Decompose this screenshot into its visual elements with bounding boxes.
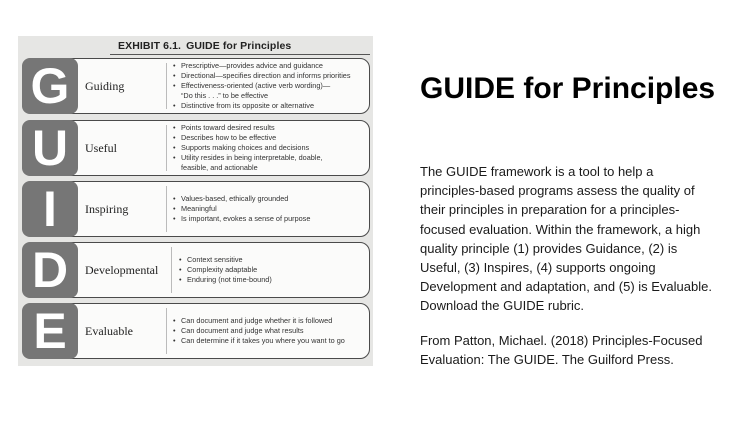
exhibit-figure <box>18 36 373 366</box>
guide-letter: D <box>22 242 78 298</box>
bullet-item-continued: feasible, and actionable <box>181 163 258 172</box>
guide-word: Guiding <box>85 78 125 93</box>
guide-bullets <box>173 59 363 113</box>
bullet-item: • Enduring (not time-bound) <box>179 275 363 285</box>
bullet-item: • Is important, evokes a sense of purpose <box>173 214 363 224</box>
exhibit-title <box>118 40 291 52</box>
exhibit-title-text: GUIDE for Principles <box>186 40 292 52</box>
guide-word: Inspiring <box>85 201 129 216</box>
page-title: GUIDE for Principles <box>420 72 716 105</box>
guide-letter: I <box>22 181 78 237</box>
description-text: The GUIDE framework is a tool to help a principles-based programs assess the quality of their principles in preparation for a principles-focused evaluation. Within the framework, a high quality principle (1) provides Guidance, (2) is Useful, (3) Inspires, (4) supports ongoing Development and adaptation, and (5) is Evaluable. <box>420 164 712 295</box>
guide-row-developmental <box>22 242 370 298</box>
guide-bullets <box>173 182 363 236</box>
bullet-item: • Utility resides in being interpretable, doable, <box>173 153 363 163</box>
bullet-item: • Directional—specifies direction and informs priorities <box>173 71 363 81</box>
guide-row-evaluable <box>22 303 370 359</box>
citation-text: From Patton, Michael. (2018) Principles-Focused Evaluation: The GUIDE. The Guilford Press. <box>420 333 703 368</box>
bullet-item: • Can determine if it takes you where you want to go <box>173 336 363 346</box>
bullet-item: • Supports making choices and decisions <box>173 143 363 153</box>
guide-row-useful <box>22 120 370 176</box>
row-divider <box>166 186 167 232</box>
row-divider <box>166 308 167 354</box>
guide-bullets <box>173 304 363 358</box>
bullet-item: • Can document and judge what results <box>173 326 363 336</box>
guide-row-inspiring <box>22 181 370 237</box>
bullet-item: • Complexity adaptable <box>179 265 363 275</box>
guide-row-guiding <box>22 58 370 114</box>
bullet-item: • Distinctive from its opposite or alternative <box>173 101 363 111</box>
bullet-item: • Prescriptive—provides advice and guidance <box>173 61 363 71</box>
exhibit-label: EXHIBIT 6.1. <box>118 40 182 52</box>
row-divider <box>166 125 167 171</box>
bullet-item: • Effectiveness-oriented (active verb wording)— <box>173 81 363 91</box>
bullet-item: • Points toward desired results <box>173 123 363 133</box>
guide-word: Developmental <box>85 262 159 277</box>
guide-letter: G <box>22 58 78 114</box>
guide-bullets <box>173 121 363 175</box>
download-rubric-link[interactable]: Download the GUIDE rubric. <box>420 298 585 314</box>
bullet-item: • Describes how to be effective <box>173 133 363 143</box>
guide-letter: U <box>22 120 78 176</box>
row-divider <box>166 63 167 109</box>
guide-letter: E <box>22 303 78 359</box>
bullet-item: • Meaningful <box>173 204 363 214</box>
bullet-item: • Values-based, ethically grounded <box>173 194 363 204</box>
bullet-item-continued: “Do this . . .” to be effective <box>181 91 269 100</box>
guide-word: Useful <box>85 140 117 155</box>
exhibit-title-rule <box>110 54 370 55</box>
guide-bullets <box>179 243 363 297</box>
bullet-item: • Context sensitive <box>179 255 363 265</box>
bullet-item: • Can document and judge whether it is followed <box>173 316 363 326</box>
row-divider <box>171 247 172 293</box>
guide-word: Evaluable <box>85 323 133 338</box>
description-paragraph <box>420 162 715 316</box>
